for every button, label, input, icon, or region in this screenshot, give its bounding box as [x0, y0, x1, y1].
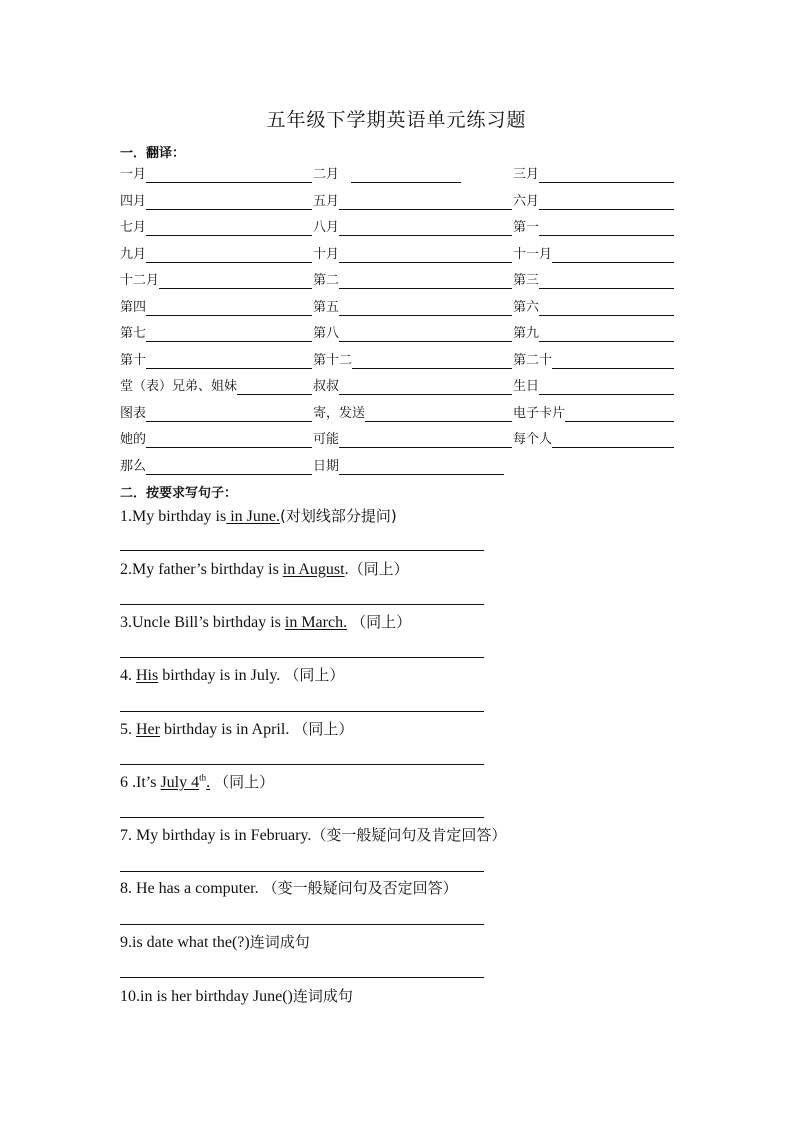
underlined-part: in June.	[226, 508, 280, 525]
translation-term: 一月	[120, 167, 147, 182]
translation-term: 生日	[513, 379, 540, 394]
instruction: （变一般疑问句及肯定回答）	[311, 826, 507, 844]
translation-item	[120, 377, 312, 397]
translation-term: 三月	[513, 167, 540, 182]
instruction: （变一般疑问句及否定回答）	[262, 879, 458, 897]
answer-line[interactable]	[146, 314, 312, 316]
translation-item	[313, 271, 512, 291]
translation-item	[120, 298, 312, 318]
translation-item	[513, 271, 674, 291]
translation-term: 五月	[313, 194, 340, 209]
answer-line[interactable]	[146, 420, 312, 422]
underlined-part: His	[136, 667, 159, 684]
page-title: 五年级下学期英语单元练习题	[266, 109, 527, 131]
answer-line[interactable]	[120, 924, 484, 925]
answer-line[interactable]	[120, 977, 484, 978]
translation-item	[313, 404, 512, 424]
translation-item	[120, 192, 312, 212]
answer-line[interactable]	[539, 340, 674, 342]
translation-term: 可能	[313, 432, 340, 447]
answer-line[interactable]	[539, 208, 674, 210]
answer-line[interactable]	[120, 604, 484, 605]
answer-line[interactable]	[539, 234, 674, 236]
question-text: 6 .It’s	[120, 774, 161, 791]
translation-item	[313, 377, 512, 397]
underlined-part: in August	[282, 561, 345, 578]
translation-item	[313, 298, 512, 318]
question-10	[120, 985, 353, 1006]
translation-item	[513, 298, 674, 318]
answer-line[interactable]	[339, 393, 512, 395]
translation-term: 十月	[313, 247, 340, 262]
translation-term: 第六	[513, 300, 540, 315]
translation-term: 四月	[120, 194, 147, 209]
answer-line[interactable]	[120, 817, 484, 818]
translation-item	[513, 324, 674, 344]
translation-term: 第八	[313, 326, 340, 341]
answer-line[interactable]	[120, 711, 484, 712]
answer-line[interactable]	[120, 657, 484, 658]
answer-line[interactable]	[146, 208, 312, 210]
answer-line[interactable]	[539, 181, 674, 183]
underlined-part: July 4	[160, 774, 200, 791]
translation-term: 图表	[120, 406, 147, 421]
translation-item	[513, 404, 674, 424]
translation-item	[120, 404, 312, 424]
translation-term: 六月	[513, 194, 540, 209]
question-text: 5.	[120, 721, 136, 738]
translation-term: 她的	[120, 432, 147, 447]
translation-term: 第二十	[513, 353, 553, 368]
answer-line[interactable]	[552, 261, 674, 263]
translation-item	[313, 430, 512, 450]
translation-item	[313, 218, 512, 238]
question-text: 8. He has a computer.	[120, 880, 263, 897]
translation-item	[513, 377, 674, 397]
translation-term: 那么	[120, 459, 147, 474]
translation-item	[313, 165, 512, 185]
answer-line[interactable]	[539, 393, 674, 395]
superscript: th	[199, 772, 207, 783]
translation-term: 十一月	[513, 247, 553, 262]
answer-line[interactable]	[552, 367, 674, 369]
question-text: 9.is date what the(?)	[120, 934, 250, 951]
answer-line[interactable]	[339, 446, 512, 448]
translation-term: 十二月	[120, 273, 160, 288]
question-text: )	[287, 988, 293, 1005]
answer-line[interactable]	[565, 420, 674, 422]
translation-term: 九月	[120, 247, 147, 262]
translation-term: 堂（表）兄弟、姐妹	[120, 379, 238, 394]
translation-item	[513, 218, 674, 238]
answer-line[interactable]	[339, 287, 512, 289]
translation-item	[120, 351, 312, 371]
answer-line[interactable]	[339, 261, 512, 263]
section1-heading: 一．翻译：	[120, 146, 186, 161]
translation-item	[313, 324, 512, 344]
translation-item	[120, 430, 312, 450]
answer-line[interactable]	[120, 550, 484, 551]
question-text: 1.My birthday is	[120, 508, 227, 525]
instruction: （同上）	[284, 666, 345, 684]
translation-term: 二月	[313, 167, 340, 182]
question-7	[120, 824, 506, 845]
translation-item	[313, 192, 512, 212]
instruction: （同上）	[293, 720, 354, 738]
underlined-part: .	[206, 774, 211, 791]
instruction: （同上）	[351, 613, 412, 631]
answer-line[interactable]	[146, 473, 312, 475]
question-text: 10.in is her birthday June(	[120, 988, 288, 1005]
answer-line[interactable]	[146, 234, 312, 236]
underlined-part: Her	[136, 721, 160, 738]
translation-term: 电子卡片	[513, 406, 566, 421]
answer-line[interactable]	[352, 367, 512, 369]
answer-line[interactable]	[146, 261, 312, 263]
translation-item	[313, 351, 512, 371]
answer-line[interactable]	[120, 871, 484, 872]
answer-line[interactable]	[339, 314, 512, 316]
answer-line[interactable]	[146, 367, 312, 369]
underlined-part: in March.	[284, 614, 348, 631]
answer-line[interactable]	[339, 473, 504, 475]
translation-term: 第九	[513, 326, 540, 341]
question-9	[120, 931, 310, 952]
answer-line[interactable]	[339, 340, 512, 342]
question-1	[120, 505, 397, 526]
translation-term: 八月	[313, 220, 340, 235]
answer-line[interactable]	[339, 234, 512, 236]
translation-item	[120, 165, 312, 185]
instruction: 连词成句	[249, 933, 310, 951]
question-4	[120, 664, 344, 685]
translation-term: 第七	[120, 326, 147, 341]
translation-item	[513, 192, 674, 212]
answer-line[interactable]	[365, 420, 512, 422]
question-text: birthday is in July.	[158, 667, 285, 684]
translation-item	[120, 271, 312, 291]
instruction: （同上）	[348, 560, 409, 578]
translation-term: 日期	[313, 459, 340, 474]
answer-line[interactable]	[146, 340, 312, 342]
translation-term: 第三	[513, 273, 540, 288]
translation-item	[313, 245, 512, 265]
answer-line[interactable]	[552, 446, 674, 448]
question-3	[120, 611, 411, 632]
translation-item	[120, 245, 312, 265]
translation-item	[513, 430, 674, 450]
translation-item	[120, 324, 312, 344]
answer-line[interactable]	[237, 393, 312, 395]
translation-item	[513, 351, 674, 371]
answer-line[interactable]	[339, 208, 512, 210]
question-text: 3.Uncle Bill’s birthday is	[120, 614, 285, 631]
question-8	[120, 877, 458, 898]
translation-term: 每个人	[513, 432, 553, 447]
question-6	[120, 771, 274, 792]
answer-line[interactable]	[146, 446, 312, 448]
translation-item	[120, 218, 312, 238]
instruction: 连词成句	[292, 987, 353, 1005]
translation-term: 第一	[513, 220, 540, 235]
instruction: (对划线部分提问)	[280, 507, 397, 525]
question-2	[120, 558, 409, 579]
translation-term: 第十二	[313, 353, 353, 368]
question-text: birthday is in April.	[159, 721, 294, 738]
translation-term: 第四	[120, 300, 147, 315]
answer-line[interactable]	[351, 181, 461, 183]
translation-item	[513, 165, 674, 185]
translation-item	[313, 457, 504, 477]
answer-line[interactable]	[539, 314, 674, 316]
answer-line[interactable]	[539, 287, 674, 289]
translation-item	[513, 245, 674, 265]
instruction: （同上）	[214, 773, 275, 791]
section2-heading: 二．按要求写句子：	[120, 486, 238, 501]
translation-term: 七月	[120, 220, 147, 235]
translation-term: 叔叔	[313, 379, 340, 394]
translation-term: 第二	[313, 273, 340, 288]
answer-line[interactable]	[146, 181, 312, 183]
question-text: 7. My birthday is in February.	[120, 827, 312, 844]
question-text: .	[344, 561, 349, 578]
answer-line[interactable]	[120, 764, 484, 765]
question-text: 4.	[120, 667, 136, 684]
translation-term: 第十	[120, 353, 147, 368]
answer-line[interactable]	[159, 287, 312, 289]
question-5	[120, 718, 353, 739]
translation-term: 第五	[313, 300, 340, 315]
translation-term: 寄，发送	[313, 406, 366, 421]
question-text: 2.My father’s birthday is	[120, 561, 283, 578]
translation-item	[120, 457, 312, 477]
